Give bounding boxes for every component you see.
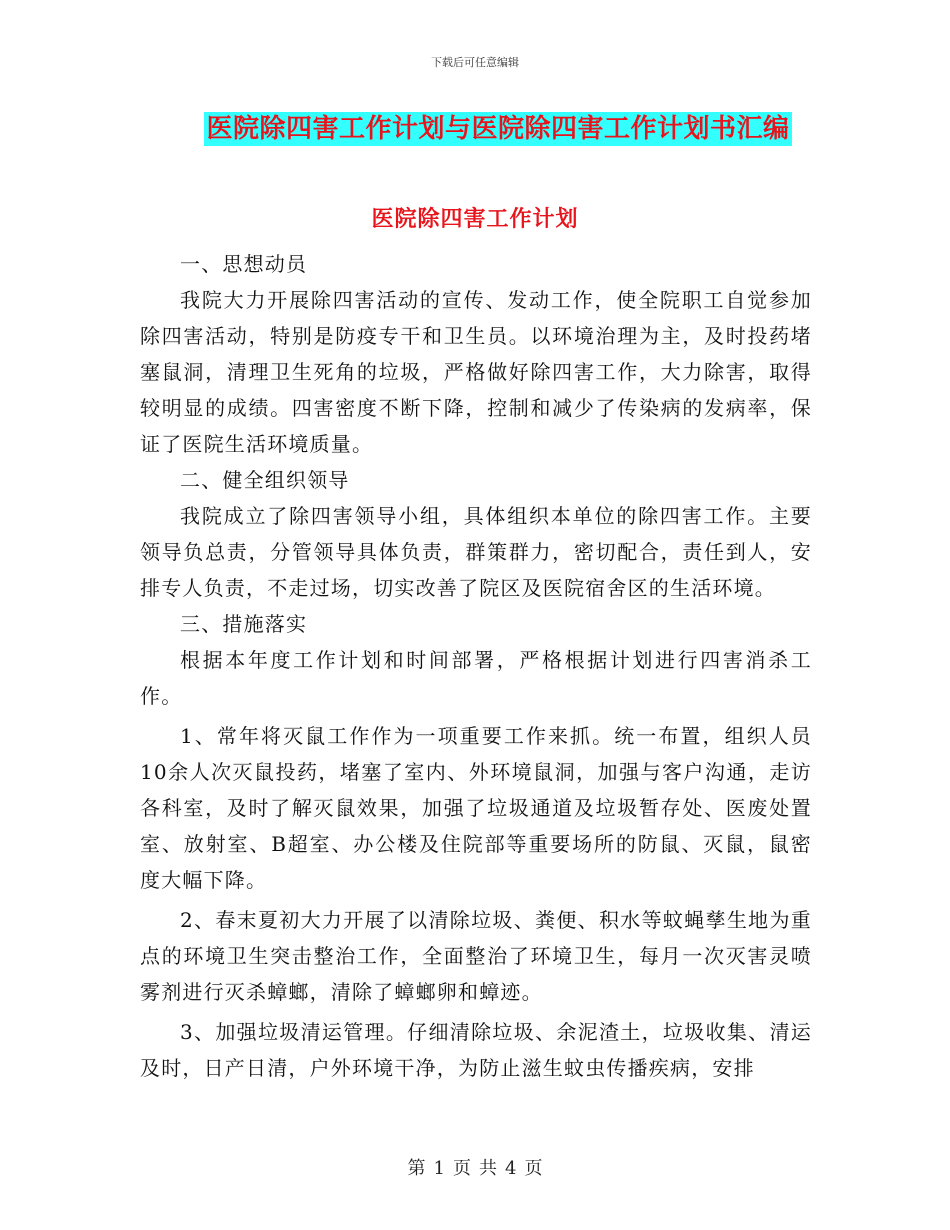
paragraph-organization: 我院成立了除四害领导小组，具体组织本单位的除四害工作。主要领导负总责，分管领导具体负责，群策群力，密切配合，责任到人，安排专人负责，不走过场，切实改善了院区及医院宿舍区的生活环境。: [140, 504, 812, 600]
header-note: 下载后可任意编辑: [431, 56, 519, 69]
page-footer: [0, 1154, 950, 1180]
footer-label-unit2: 页: [524, 1158, 543, 1179]
footer-total-pages: 4: [505, 1158, 517, 1179]
paragraph-garbage-management: 3、加强垃圾清运管理。仔细清除垃圾、余泥渣土，垃圾收集、清运及时，日产日清，户外环境干净，为防止滋生蚊虫传播疾病，安排: [140, 1020, 812, 1080]
footer-label-total: 共: [479, 1158, 497, 1179]
heading-organization: 二、健全组织领导: [180, 468, 350, 492]
footer-label-page: 第: [407, 1158, 426, 1179]
document-body: [140, 246, 812, 1086]
section-title: 医院除四害工作计划: [371, 206, 579, 232]
heading-thought-mobilization: 一、思想动员: [180, 252, 308, 276]
document-title-wrapper: [0, 112, 950, 146]
paragraph-mobilization: 我院大力开展除四害活动的宣传、发动工作，使全院职工自觉参加除四害活动，特别是防疫专干和卫生员。以环境治理为主，及时投药堵塞鼠洞，清理卫生死角的垃圾，严格做好除四害工作，大力除害，取得较明显的成绩。四害密度不断下降，控制和减少了传染病的发病率，保证了医院生活环境质量。: [140, 288, 812, 456]
document-title: 医院除四害工作计划与医院除四害工作计划书汇编: [206, 114, 790, 144]
paragraph-measures: 根据本年度工作计划和时间部署，严格根据计划进行四害消杀工作。: [140, 648, 812, 708]
paragraph-rodent-control: 1、常年将灭鼠工作作为一项重要工作来抓。统一布置，组织人员10余人次灭鼠投药，堵塞了室内、外环境鼠洞，加强与客户沟通，走访各科室，及时了解灭鼠效果，加强了垃圾通道及垃圾暂存处、医废处置室、放射室、B超室、办公楼及住院部等重要场所的防鼠、灭鼠，鼠密度大幅下降。: [140, 724, 812, 892]
paragraph-environment-cleanup: 2、春末夏初大力开展了以清除垃圾、粪便、积水等蚊蝇孳生地为重点的环境卫生突击整治工作，全面整治了环境卫生，每月一次灭害灵喷雾剂进行灭杀蟑螂，清除了蟑螂卵和蟑迹。: [140, 908, 812, 1004]
footer-label-unit: 页: [453, 1158, 471, 1179]
heading-measures: 三、措施落实: [180, 612, 308, 636]
footer-current-page: 1: [433, 1158, 445, 1179]
